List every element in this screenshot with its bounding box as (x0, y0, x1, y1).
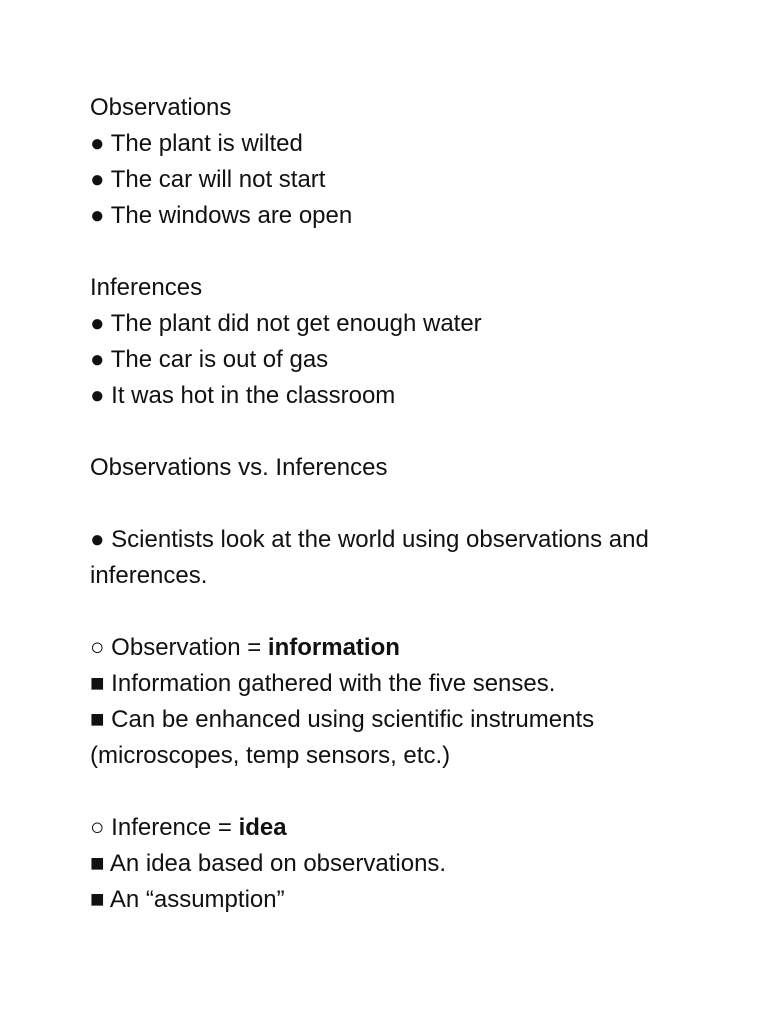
inference-point-text: An idea based on observations. (109, 850, 447, 877)
observation-definition-term: information (267, 634, 400, 661)
bullet-circle-icon: ○ (90, 814, 105, 841)
bullet-square-icon: ■ (90, 850, 105, 877)
comparison-intro (90, 522, 690, 594)
observation-point-text: Information gathered with the five senses. (111, 670, 556, 697)
inference-item-text: It was hot in the classroom (111, 382, 396, 409)
observation-item-text: The windows are open (110, 202, 353, 229)
observation-point (90, 666, 690, 702)
bullet-dot-icon: ● (90, 346, 105, 373)
bullet-dot-icon: ● (90, 202, 105, 229)
bullet-square-icon: ■ (90, 670, 105, 697)
spacer (90, 486, 690, 522)
inference-definition (90, 810, 690, 846)
inference-definition-label: Inference = (111, 814, 239, 841)
inference-item (90, 342, 690, 378)
observation-item-text: The plant is wilted (110, 130, 303, 157)
observation-definition-label: Observation = (111, 634, 268, 661)
inference-point (90, 882, 690, 918)
observation-item (90, 126, 690, 162)
bullet-circle-icon: ○ (90, 634, 105, 661)
bullet-dot-icon: ● (90, 310, 105, 337)
observations-heading: Observations (90, 94, 232, 121)
inference-item-text: The car is out of gas (110, 346, 329, 373)
observation-definition (90, 630, 690, 666)
bullet-dot-icon: ● (90, 526, 105, 553)
inference-definition-term: idea (238, 814, 287, 841)
inference-item-text: The plant did not get enough water (110, 310, 482, 337)
inference-item (90, 306, 690, 342)
bullet-dot-icon: ● (90, 382, 105, 409)
bullet-dot-icon: ● (90, 166, 105, 193)
observation-item-text: The car will not start (110, 166, 326, 193)
bullet-dot-icon: ● (90, 130, 105, 157)
spacer (90, 234, 690, 270)
inference-item (90, 378, 690, 414)
observation-point-text: Can be enhanced using scientific instruments (microscopes, temp sensors, etc.) (90, 706, 595, 769)
observation-item (90, 162, 690, 198)
inference-point (90, 846, 690, 882)
comparison-intro-text: Scientists look at the world using observations and inferences. (90, 526, 649, 589)
spacer (90, 774, 690, 810)
spacer (90, 594, 690, 630)
document-page (90, 90, 690, 918)
observation-item (90, 198, 690, 234)
bullet-square-icon: ■ (90, 706, 105, 733)
inference-point-text: An “assumption” (109, 886, 285, 913)
bullet-square-icon: ■ (90, 886, 105, 913)
observation-point (90, 702, 690, 774)
inferences-heading: Inferences (90, 274, 203, 301)
spacer (90, 414, 690, 450)
comparison-heading: Observations vs. Inferences (90, 454, 388, 481)
